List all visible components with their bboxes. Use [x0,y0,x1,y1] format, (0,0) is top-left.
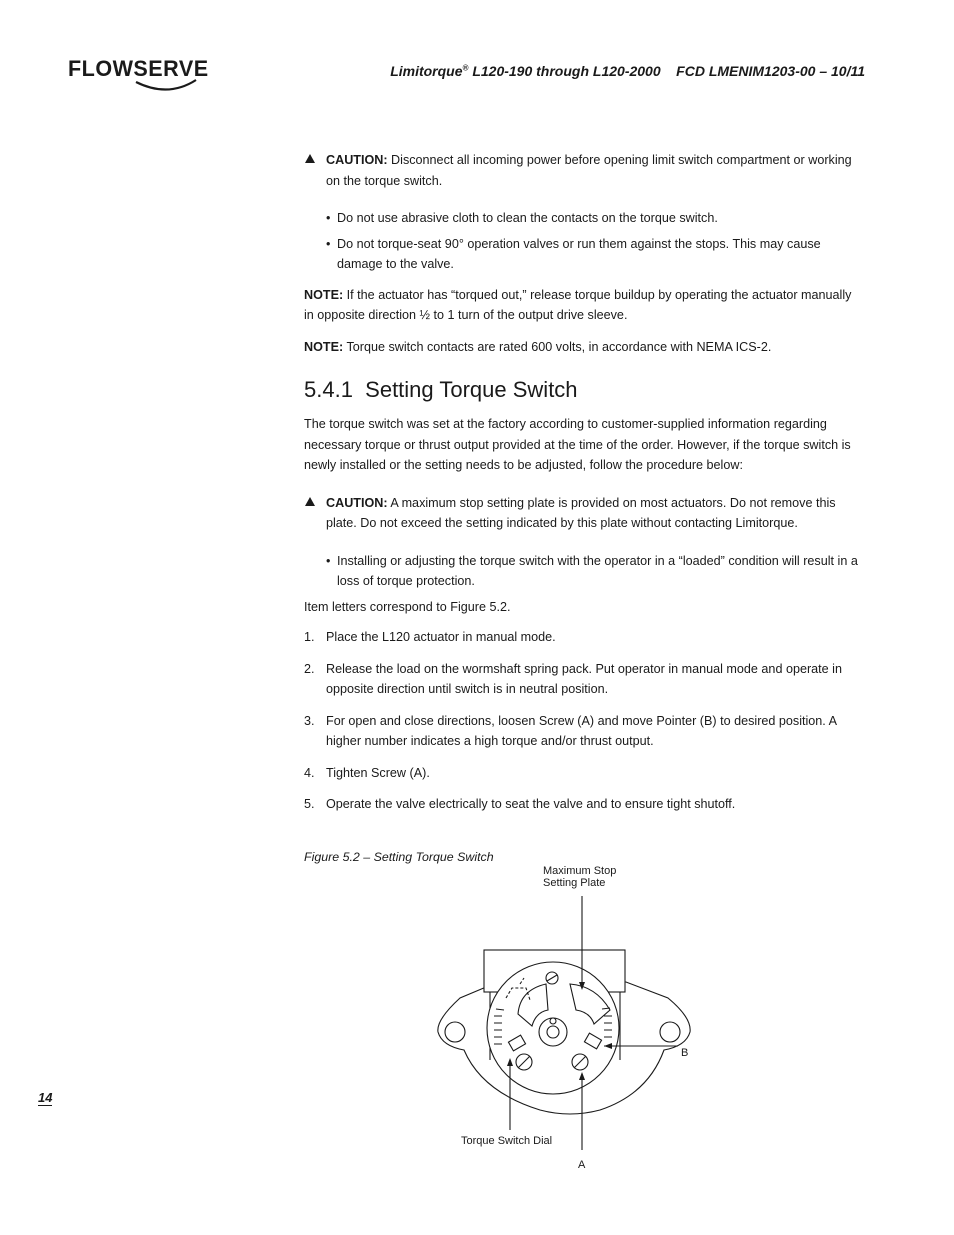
list-item-text: Do not torque-seat 90° operation valves or run them against the stops. This may cause damage to the valve. [337,236,821,271]
step-text: Release the load on the wormshaft spring pack. Put operator in manual mode and operate in opposite direction until switch is in neutral position. [326,661,842,696]
list-item [304,208,864,229]
header-product: Limitorque [390,63,463,79]
logo-swoosh-icon [68,56,208,96]
label-max-stop-line1: Maximum Stop [543,865,617,877]
page-header [390,63,865,79]
caution-disconnect-power [304,150,864,191]
caution-text: A maximum stop setting plate is provided on most actuators. Do not remove this plate. Do not exceed the setting indicated by this plate without contacting Limitorque. [326,495,836,530]
step-text: Place the L120 actuator in manual mode. [326,630,556,644]
step-number: 2. [304,661,315,676]
step-text: Tighten Screw (A). [326,765,430,780]
caution-text: Disconnect all incoming power before opening limit switch compartment or working on the torque switch. [326,153,852,188]
step-number: 1. [304,630,315,644]
page-number: 14 [38,1090,53,1105]
caution-label: CAUTION: [326,495,388,510]
bullet-icon: • [326,211,331,225]
procedure-step [304,763,864,784]
label-torque-switch-dial: Torque Switch Dial [461,1135,553,1147]
list-item [304,551,864,592]
label-max-stop-line2: Setting Plate [543,877,606,889]
note-text: If the actuator has “torqued out,” release torque buildup by operating the actuator manually in opposite direction ½ to 1 turn of the output drive sleeve. [304,287,852,322]
label-screw-a: A [578,1159,586,1171]
step-number: 4. [304,765,315,780]
warning-triangle-icon [305,154,315,163]
header-title: L120-190 through L120-2000 FCD LMENIM1203-00 – 10/11 [468,63,865,79]
procedure-step [304,711,864,752]
procedure-step [304,794,864,815]
registered-mark: ® [462,63,469,73]
step-number: 3. [304,713,315,728]
bullet-icon: • [326,553,331,568]
intro-paragraph: The torque switch was set at the factory according to customer-supplied information regarding necessary torque or thrust output provided at the time of the order. However, if the torque switch is newly installed or the setting needs to be adjusted, follow the procedure below: [304,417,851,472]
note-text: Torque switch contacts are rated 600 volts, in accordance with NEMA ICS-2. [343,339,772,354]
step-text: Operate the valve electrically to seat the valve and to ensure tight shutoff. [326,797,736,811]
mounting-hole-right [660,1022,680,1042]
note-label: NOTE: [304,287,344,302]
list-item-text: Installing or adjusting the torque switch with the operator in a “loaded” condition will result in a loss of torque protection. [337,553,858,588]
step-text: For open and close directions, loosen Screw (A) and move Pointer (B) to desired position. A higher number indicates a high torque and/or thrust output. [326,713,837,748]
mounting-hole-left [445,1022,465,1042]
procedure-steps [304,627,864,815]
item-letters-note: Item letters correspond to Figure 5.2. [304,599,511,614]
logo-wordmark: FLOWSERVE [68,56,209,81]
section-heading: 5.4.1 Setting Torque Switch [304,377,578,402]
warning-triangle-icon [305,497,315,506]
note-torqued-out [304,285,864,326]
figure-caption: Figure 5.2 – Setting Torque Switch [304,850,494,864]
note-contacts-rating [304,337,864,358]
bullet-list-contacts [304,208,864,275]
torque-switch-figure [420,860,710,1180]
bullet-icon: • [326,236,331,251]
list-item [304,234,864,275]
list-item-text: Do not use abrasive cloth to clean the contacts on the torque switch. [337,211,718,225]
procedure-step [304,627,864,648]
caution-max-stop-plate [304,493,864,534]
flowserve-logo [68,56,208,96]
torque-switch-dial [487,962,619,1094]
main-content [304,150,864,815]
label-pointer-b: B [681,1047,689,1059]
bullet-list-loaded [304,551,864,592]
note-label: NOTE: [304,339,344,354]
caution-label: CAUTION: [326,153,388,167]
step-number: 5. [304,797,315,811]
procedure-step [304,659,864,700]
